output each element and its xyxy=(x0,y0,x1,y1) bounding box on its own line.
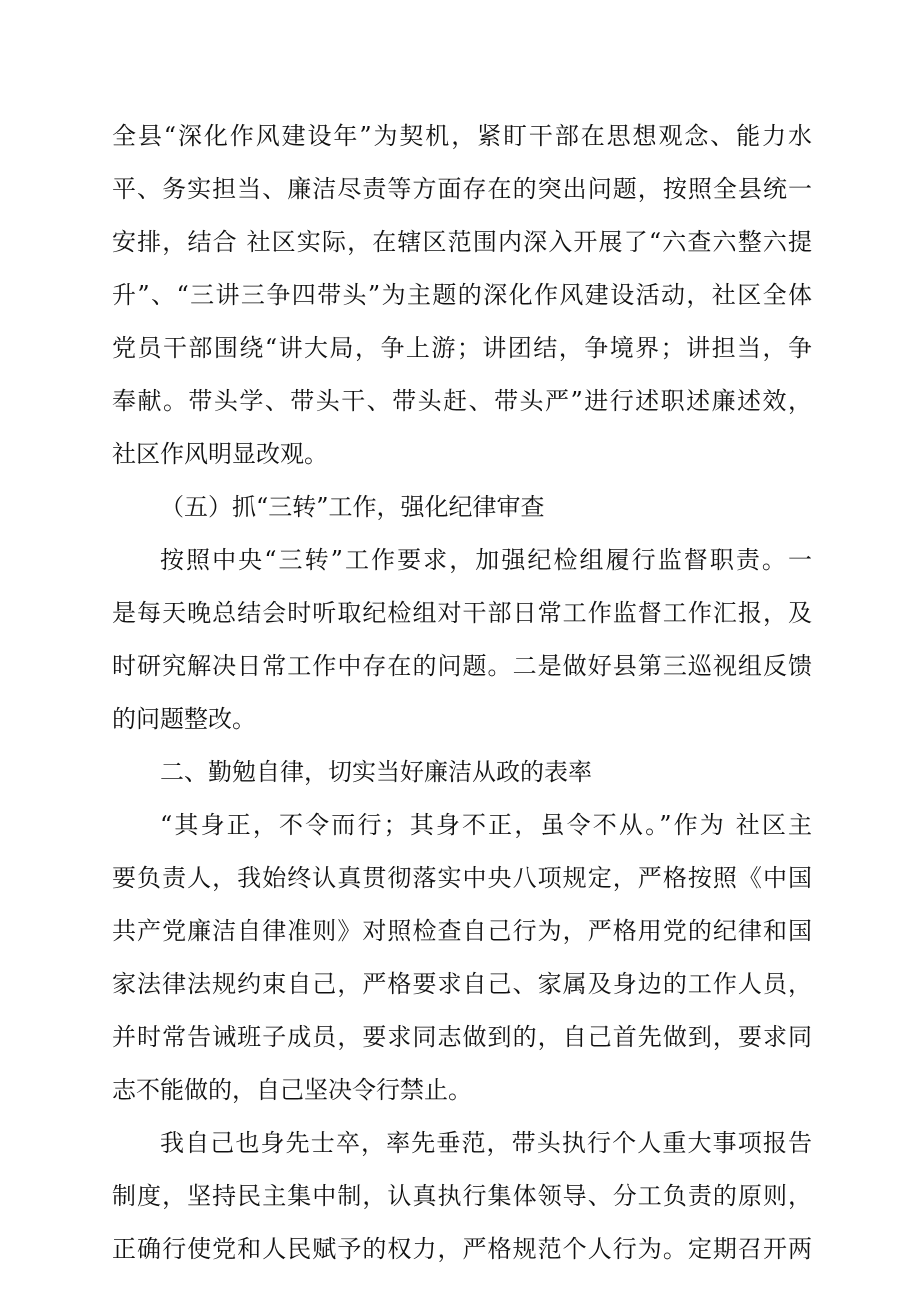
body-line: 时研究解决日常工作中存在的问题。二是做好县第三巡视组反馈 xyxy=(112,652,812,680)
body-line: 共产党廉洁自律准则》对照检查自己行为，严格用党的纪律和国 xyxy=(112,917,812,945)
body-line: 要负责人，我始终认真贯彻落实中央八项规定，严格按照《中国 xyxy=(112,864,812,892)
body-line: 安排，结合 社区实际，在辖区范围内深入开展了“六查六整六提 xyxy=(112,228,812,256)
body-line: 志不能做的，自己坚决令行禁止。 xyxy=(112,1076,472,1104)
section-heading: 二、勤勉自律，切实当好廉洁从政的表率 xyxy=(160,758,592,786)
body-line: 奉献。带头学、带头干、带头赶、带头严”进行述职述廉述效， xyxy=(112,387,812,415)
body-line: 平、务实担当、廉洁尽责等方面存在的突出问题，按照全县统一 xyxy=(112,175,812,203)
body-line: 社区作风明显改观。 xyxy=(112,440,328,468)
body-line: 我自己也身先士卒，率先垂范，带头执行个人重大事项报告 xyxy=(160,1129,812,1157)
body-line: 党员干部围绕“讲大局，争上游；讲团结，争境界；讲担当，争 xyxy=(112,334,812,362)
body-line: 按照中央“三转”工作要求，加强纪检组履行监督职责。一 xyxy=(160,546,812,574)
body-line: 是每天晚总结会时听取纪检组对干部日常工作监督工作汇报，及 xyxy=(112,599,812,627)
body-line: 制度，坚持民主集中制，认真执行集体领导、分工负责的原则， xyxy=(112,1182,812,1210)
section-heading: （五）抓“三转”工作，强化纪律审查 xyxy=(160,493,545,521)
document-body xyxy=(112,110,812,1276)
body-line: 全县“深化作风建设年”为契机，紧盯干部在思想观念、能力水 xyxy=(112,122,812,150)
body-line: 家法律法规约束自己，严格要求自己、家属及身边的工作人员， xyxy=(112,970,812,998)
body-line: 升”、“三讲三争四带头”为主题的深化作风建设活动，社区全体 xyxy=(112,281,812,309)
body-line: “其身正，不令而行；其身不正，虽令不从。”作为 社区主 xyxy=(160,811,812,839)
body-line: 并时常告诫班子成员，要求同志做到的，自己首先做到，要求同 xyxy=(112,1023,812,1051)
body-line: 的问题整改。 xyxy=(112,705,256,733)
body-line: 正确行使党和人民赋予的权力，严格规范个人行为。定期召开两 xyxy=(112,1235,812,1263)
